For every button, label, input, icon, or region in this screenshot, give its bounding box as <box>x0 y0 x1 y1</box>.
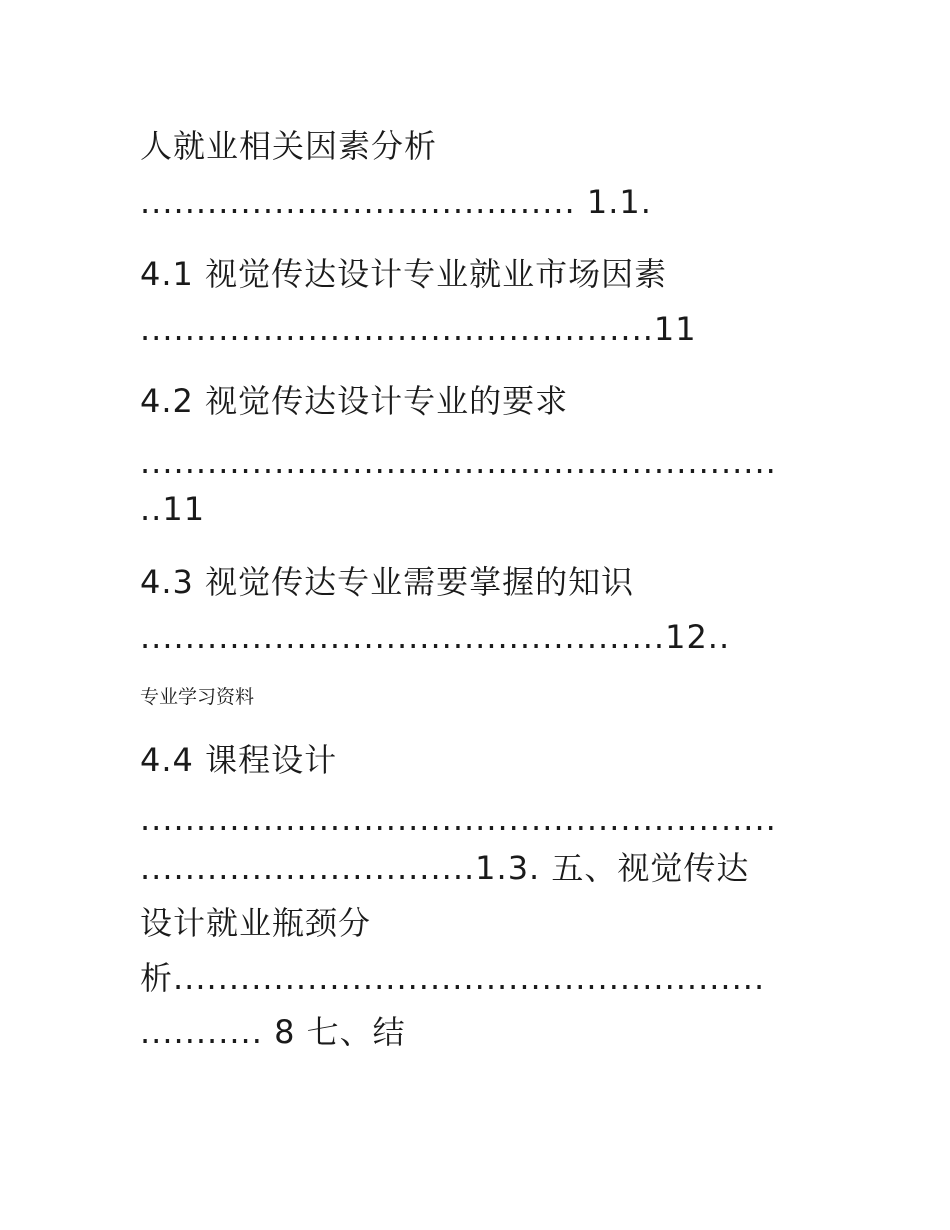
toc-line-9: ...............................................12.. <box>140 618 731 656</box>
toc-line-12: ..............................1.3. 五、视觉传达 <box>140 849 750 887</box>
toc-line-4: ..............................................11 <box>140 310 697 348</box>
toc-line-8: 4.3 视觉传达专业需要掌握的知识 <box>140 563 635 601</box>
toc-line-15: ........... 8 七、结 <box>140 1013 406 1051</box>
toc-line-13: 设计就业瓶颈分 <box>140 904 372 942</box>
toc-line-3: 4.1 视觉传达设计专业就业市场因素 <box>140 255 668 293</box>
toc-line-5: 4.2 视觉传达设计专业的要求 <box>140 382 569 420</box>
toc-line-1: 人就业相关因素分析 <box>140 127 438 165</box>
toc-line-7: ..11 <box>140 490 206 528</box>
toc-line-11: ......................................................... <box>140 800 777 838</box>
toc-line-6: ......................................................... <box>140 443 777 481</box>
toc-line-2: ....................................... 1.1. <box>140 183 652 221</box>
toc-line-14: 析..................................................... <box>140 959 766 997</box>
header-note: 专业学习资料 <box>140 686 255 708</box>
toc-line-10: 4.4 课程设计 <box>140 741 338 779</box>
